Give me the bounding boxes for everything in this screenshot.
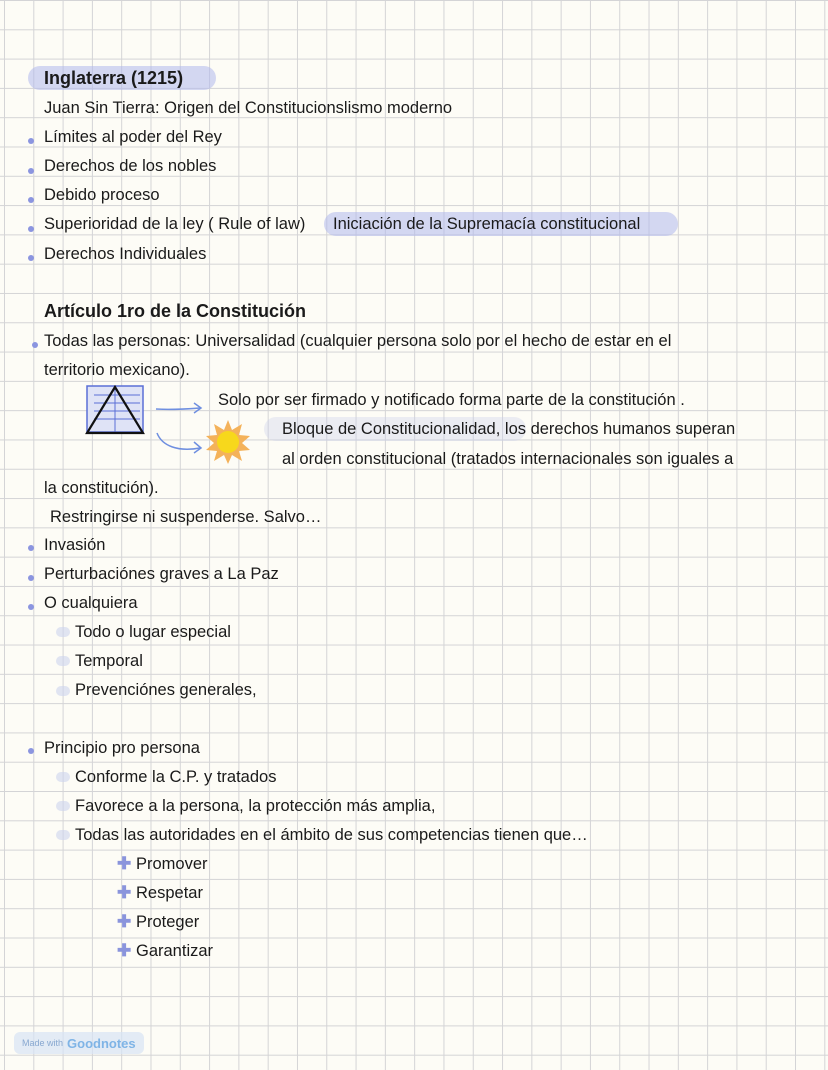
section-title-articulo: Artículo 1ro de la Constitución	[44, 301, 307, 321]
list-item: O cualquiera	[44, 594, 138, 612]
plus-icon: ✚	[117, 941, 132, 960]
bullet-dot	[32, 342, 38, 348]
duty-item: Respetar	[136, 884, 203, 902]
sub-bullet	[56, 686, 70, 696]
subtitle-juan-sin-tierra: Juan Sin Tierra: Origen del Constitucionslismo moderno	[44, 99, 453, 117]
sun-icon	[204, 418, 252, 466]
bullet-dot	[28, 168, 34, 174]
sub-bullet	[56, 801, 70, 811]
bullet-dot	[28, 575, 34, 581]
book-triangle-icon	[84, 383, 154, 439]
bloque-note-line-2: al orden constitucional (tratados internacionales son iguales a	[282, 450, 734, 468]
sub-list-item: Prevenciónes generales,	[75, 681, 257, 699]
goodnotes-badge	[14, 1032, 144, 1054]
sub-bullet	[56, 656, 70, 666]
sub-list-item: Conforme la C.P. y tratados	[75, 768, 277, 786]
pro-persona-bullet: Principio pro persona	[44, 739, 200, 757]
bullet-dot	[28, 226, 34, 232]
bloque-note-line-1: Bloque de Constitucionalidad, los derechos humanos superan	[282, 420, 736, 438]
arrow-icon	[154, 430, 206, 456]
sub-list-item: Todas las autoridades en el ámbito de sus competencias tienen que…	[75, 826, 588, 844]
sub-list-item: Temporal	[75, 652, 143, 670]
supremacy-note: Iniciación de la Supremacía constitucional	[333, 215, 641, 233]
sub-bullet	[56, 772, 70, 782]
restrict-line: Restringirse ni suspenderse. Salvo…	[50, 508, 322, 526]
sub-bullet	[56, 830, 70, 840]
duty-item: Proteger	[136, 913, 200, 931]
list-item: Límites al poder del Rey	[44, 128, 222, 146]
firmado-note: Solo por ser firmado y notificado forma parte de la constitución .	[218, 391, 685, 409]
list-item: Invasión	[44, 536, 106, 554]
made-with-label: Made with	[22, 1038, 64, 1048]
list-item: Superioridad de la ley ( Rule of law)	[44, 215, 306, 233]
bullet-dot	[28, 604, 34, 610]
plus-icon: ✚	[117, 912, 132, 931]
arrow-icon	[154, 398, 206, 418]
plus-icon: ✚	[117, 854, 132, 873]
section-title-inglaterra: Inglaterra (1215)	[44, 68, 184, 88]
bullet-dot	[28, 255, 34, 261]
goodnotes-brand: Goodnotes	[67, 1035, 136, 1051]
sub-list-item: Favorece a la persona, la protección más amplia,	[75, 797, 436, 815]
bullet-dot	[28, 197, 34, 203]
sub-bullet	[56, 627, 70, 637]
duty-item: Promover	[136, 855, 208, 873]
bloque-note-line-3: la constitución).	[44, 479, 159, 497]
sub-list-item: Todo o lugar especial	[75, 623, 231, 641]
list-item: Perturbaciónes graves a La Paz	[44, 565, 279, 583]
list-item: Derechos Individuales	[44, 245, 207, 263]
universalidad-line-1: Todas las personas: Universalidad (cualquier persona solo por el hecho de estar en el	[44, 332, 672, 350]
list-item: Derechos de los nobles	[44, 157, 217, 175]
duty-item: Garantizar	[136, 942, 214, 960]
universalidad-line-2: territorio mexicano).	[44, 361, 190, 379]
list-item: Debido proceso	[44, 186, 160, 204]
bullet-dot	[28, 748, 34, 754]
bullet-dot	[28, 545, 34, 551]
bullet-dot	[28, 138, 34, 144]
plus-icon: ✚	[117, 883, 132, 902]
